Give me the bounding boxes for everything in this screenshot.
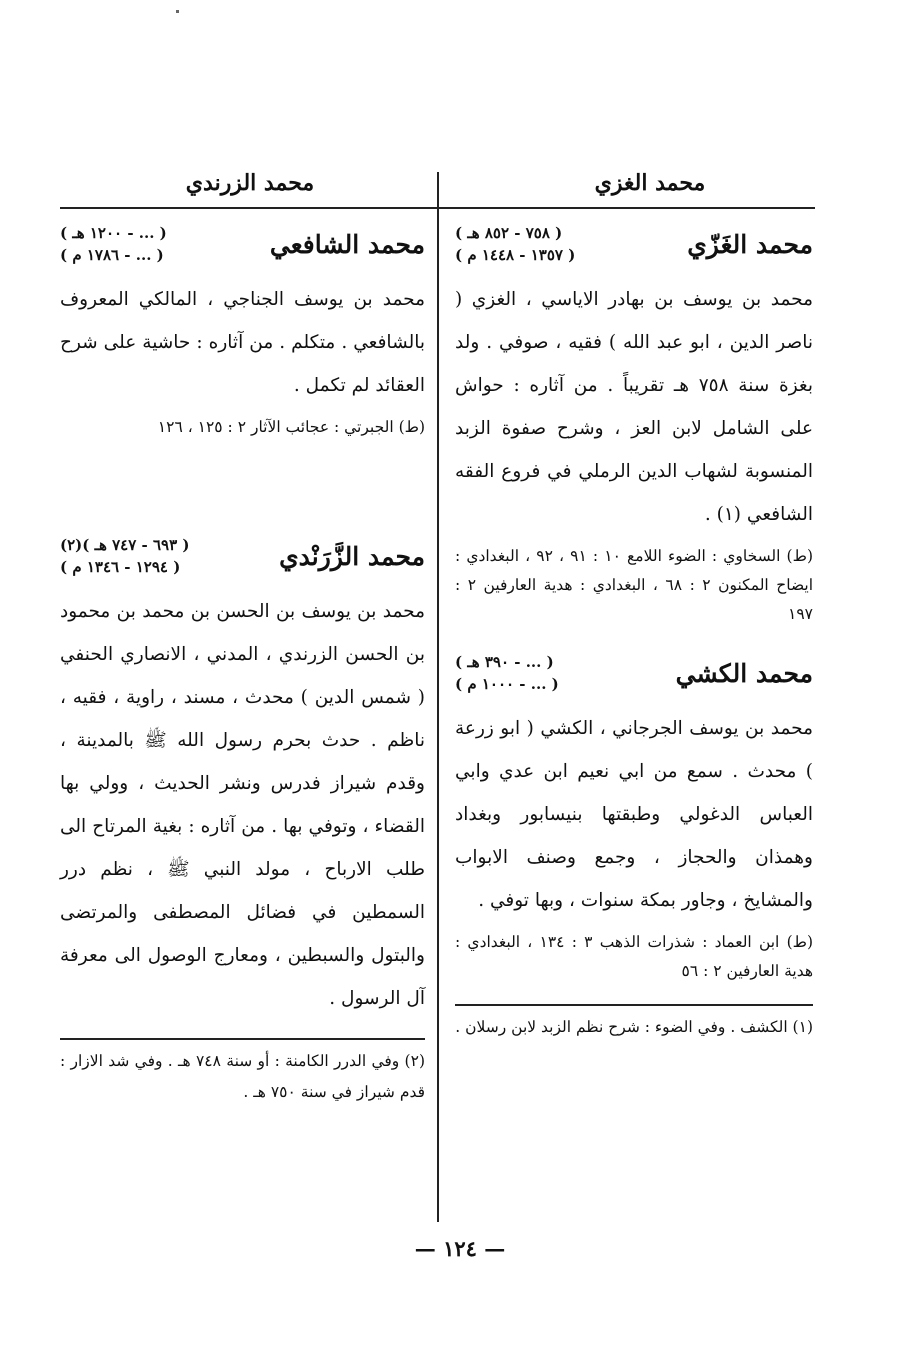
- entry-text: محمد بن يوسف بن بهادر الاياسي ، الغزي ( ناصر الدين ، ابو عبد الله ) فقيه ، صوفي . ولد بغزة سنة ٧٥٨ هـ تقريباً . من آثاره : حواش على الشامل لابن العز ، وشرح صفوة الزبد المنسوبة لشهاب الدين الرملي في فروع الفقه الشافعي (١) .: [455, 289, 813, 525]
- entry-shafii: [60, 222, 425, 442]
- dates-hijri: ( ٧٥٨ - ٨٥٢ هـ ): [455, 224, 563, 242]
- entry-text: محمد بن يوسف الجرجاني ، الكشي ( ابو زرعة ) محدث . سمع من ابي نعيم ابن عدي وابي العباس الدغولي وطبقتها بنيسابور وبغداد وهمذان والحجاز ، وجمع وصنف الابواب والمشايخ ، وجاور بمكة سنوات ، وبها توفي .: [455, 718, 813, 911]
- entry-name: محمد الشافعي: [269, 229, 425, 259]
- entry-text: محمد بن يوسف الجناجي ، المالكي المعروف بالشافعي . متكلم . من آثاره : حاشية على شرح العقائد لم تكمل .: [60, 289, 425, 396]
- right-column: [455, 222, 813, 1043]
- dates-gregorian: ( ... - ١٧٨٦ م ): [60, 246, 164, 264]
- footnote-divider: [60, 1038, 425, 1040]
- dates-hijri: ( ٦٩٣ - ٧٤٧ هـ )(٢): [60, 536, 190, 554]
- entry-head: [455, 651, 813, 695]
- dates-hijri: ( ... - ١٢٠٠ هـ ): [60, 224, 167, 242]
- entry-head: [455, 222, 813, 266]
- entry-text: محمد بن يوسف بن الحسن بن محمد بن محمود بن الحسن الزرندي ، المدني ، الانصاري الحنفي ( شمس الدين ) محدث ، مسند ، راوية ، فقيه ، ناظم . حدث بحرم رسول الله ﷺ بالمدينة ، وقدم شيراز فدرس ونشر الحديث ، وولي بها القضاء ، وتوفي بها . من آثاره : بغية المرتاح الى طلب الارباح ، مولد النبي ﷺ ، نظم درر السمطين في فضائل المصطفى والمرتضى والبتول والسبطين ، ومعارج الوصول الى معرفة آل الرسول .: [60, 601, 425, 1009]
- entry-name: محمد الزَّرَنْدي: [279, 541, 425, 571]
- dates-hijri: ( ... - ٣٩٠ هـ ): [455, 653, 554, 671]
- footnote: (١) الكشف . وفي الضوء : شرح نظم الزبد لابن رسلان .: [455, 1018, 813, 1036]
- entry-dates: [455, 222, 575, 266]
- entry-head: [60, 534, 425, 578]
- entry-kashshi: [455, 651, 813, 986]
- header-right: محمد الغزي: [594, 170, 706, 196]
- dates-gregorian: ( ... - ١٠٠٠ م ): [455, 675, 559, 693]
- entry-zarandi: [60, 534, 425, 1020]
- entry-head: [60, 222, 425, 266]
- scan-speck: [176, 10, 179, 13]
- footnote-divider: [455, 1004, 813, 1006]
- dates-gregorian: ( ١٢٩٤ - ١٣٤٦ م ): [60, 558, 181, 576]
- entry-reference: (ط) الجبرتي : عجائب الآثار ٢ : ١٢٥ ، ١٢٦: [157, 418, 425, 436]
- entry-dates: [60, 222, 167, 266]
- footnote: (٢) وفي الدرر الكامنة : أو سنة ٧٤٨ هـ . وفي شد الازار : قدم شيراز في سنة ٧٥٠ هـ .: [60, 1052, 425, 1101]
- column-divider: [437, 172, 439, 1222]
- entry-name: محمد الكشي: [675, 658, 813, 688]
- entry-ghazzi: [455, 222, 813, 629]
- entry-dates: [455, 651, 559, 695]
- page-number: — ١٢٤ —: [414, 1236, 506, 1261]
- left-column: [60, 222, 425, 1108]
- entry-name: محمد الغَزّي: [687, 229, 813, 259]
- entry-reference: (ط) السخاوي : الضوء اللامع ١٠ : ٩١ ، ٩٢ ، البغدادي : ايضاح المكنون ٢ : ٦٨ ، البغدادي : هدية العارفين ٢ : ١٩٧: [455, 547, 814, 623]
- entry-dates: [60, 534, 189, 578]
- header-left: محمد الزرندي: [185, 170, 315, 196]
- dates-gregorian: ( ١٣٥٧ - ١٤٤٨ م ): [455, 246, 576, 264]
- entry-reference: (ط) ابن العماد : شذرات الذهب ٣ : ١٣٤ ، البغدادي : هدية العارفين ٢ : ٥٦: [455, 933, 814, 980]
